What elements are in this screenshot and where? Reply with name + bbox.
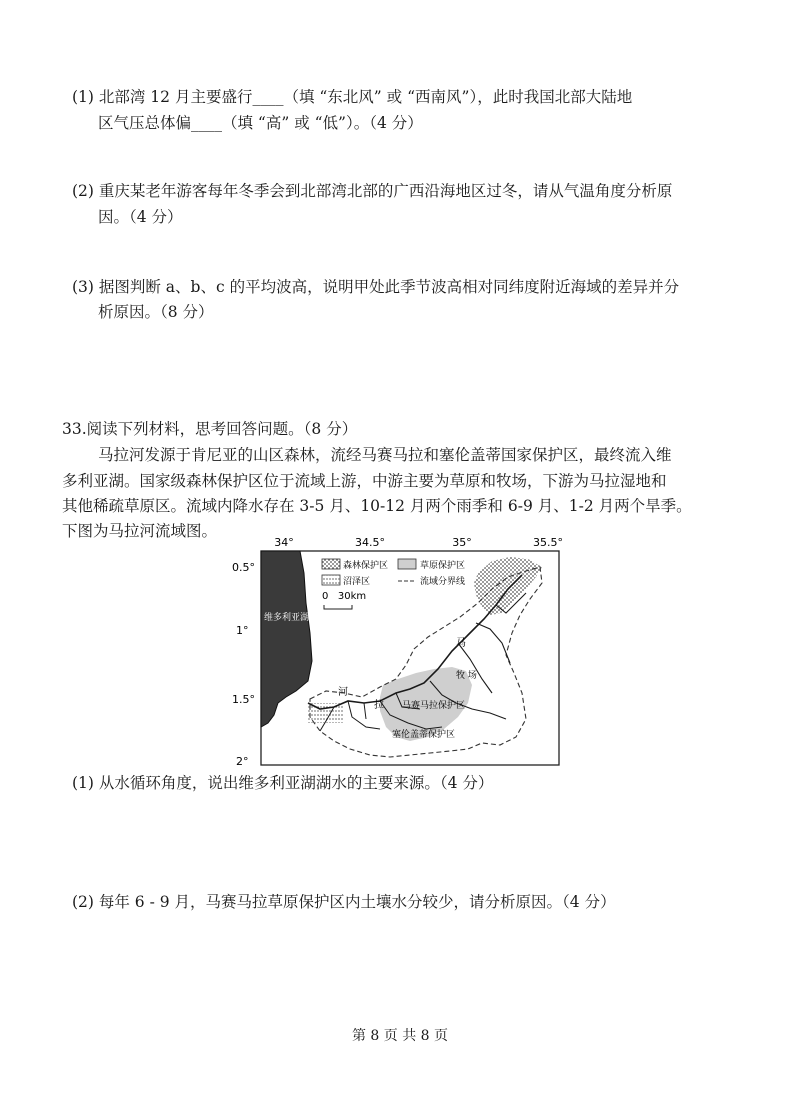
lon-label-35: 35° <box>452 536 472 549</box>
q32-part2-line1: (2) 重庆某老年游客每年冬季会到北部湾北部的广西沿海地区过冬，请从气温角度分析原 <box>72 182 673 200</box>
q32-part2-line2: 因。（4 分） <box>98 208 183 226</box>
lon-label-34-5: 34.5° <box>355 536 385 549</box>
page-footer: 第 8 页 共 8 页 <box>351 1028 449 1044</box>
lake-victoria-label: 维多利亚湖 <box>264 613 310 623</box>
mara-river-basin-map <box>230 533 570 769</box>
lat-label-0-5: 0.5° <box>232 561 255 574</box>
q33-part2: (2) 每年 6 - 9 月，马赛马拉草原保护区内土壤水分较少，请分析原因。（4 分） <box>72 893 616 911</box>
q33-material-line2: 多利亚湖。国家级森林保护区位于流域上游，中游主要为草原和牧场，下游为马拉湿地和 <box>62 472 667 490</box>
q33-material-line4: 下图为马拉河流域图。 <box>62 522 218 540</box>
lat-label-1: 1° <box>236 624 249 637</box>
river-char-he: 河 <box>338 687 348 698</box>
river-char-la: 拉 <box>374 700 384 711</box>
legend-grassland-label: 草原保护区 <box>420 561 466 571</box>
q32-part1-line2: 区气压总体偏____（填 “高” 或 “低”）。（4 分） <box>98 114 423 132</box>
lon-label-35-5: 35.5° <box>533 536 563 549</box>
q32-part3-line2: 析原因。（8 分） <box>98 303 214 321</box>
legend-forest-swatch <box>322 559 340 569</box>
legend-forest-label: 森林保护区 <box>343 561 389 571</box>
river-char-ma: 马 <box>456 638 466 649</box>
legend-swamp-swatch <box>322 575 340 585</box>
q33-material-line1: 马拉河发源于肯尼亚的山区森林，流经马赛马拉和塞伦盖蒂国家保护区，最终流入维 <box>98 446 672 464</box>
legend-grassland-swatch <box>398 559 416 569</box>
legend-boundary-label: 流域分界线 <box>420 577 466 587</box>
scale-bar-label: 0 30km <box>322 591 367 602</box>
lon-label-34: 34° <box>274 536 294 549</box>
q32-part1-line1: (1) 北部湾 12 月主要盛行____（填 “东北风” 或 “西南风”），此时我国北部大陆地 <box>72 88 633 106</box>
q32-part3-line1: (3) 据图判断 a、b、c 的平均波高，说明甲处此季节波高相对同纬度附近海域的差异并分 <box>72 278 680 296</box>
lat-label-2: 2° <box>236 755 249 768</box>
serengeti-label: 塞伦盖蒂保护区 <box>392 730 456 740</box>
q33-heading: 33.阅读下列材料，思考回答问题。（8 分） <box>62 420 358 438</box>
q33-material-line3: 其他稀疏草原区。流域内降水存在 3-5 月、10-12 月两个雨季和 6-9 月、1-2 月两个旱季。 <box>62 497 692 515</box>
legend-swamp-label: 沼泽区 <box>343 577 371 587</box>
masai-mara-label: 马赛马拉保护区 <box>402 701 466 711</box>
pasture-label: 牧 场 <box>456 671 477 681</box>
q33-part1: (1) 从水循环角度，说出维多利亚湖湖水的主要来源。（4 分） <box>72 774 494 792</box>
lat-label-1-5: 1.5° <box>232 693 255 706</box>
